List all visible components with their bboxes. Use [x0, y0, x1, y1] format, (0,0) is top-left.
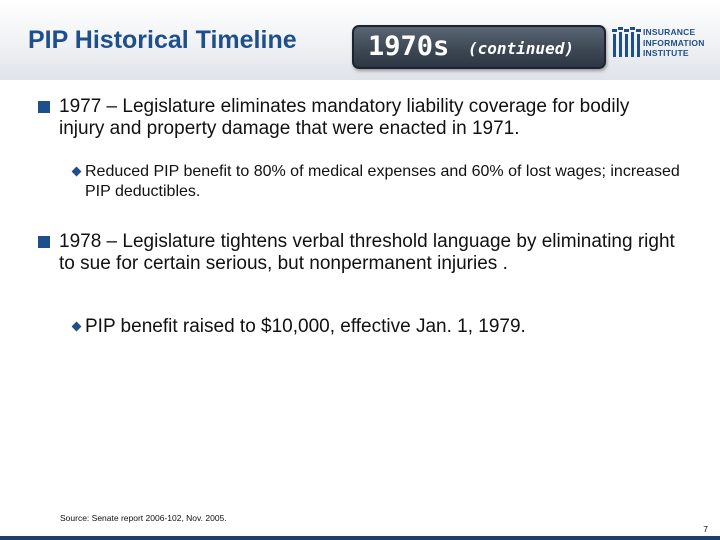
square-bullet-icon — [38, 101, 50, 113]
sub-bullet-text: PIP benefit raised to $10,000, effective Jan. 1, 1979. — [85, 316, 526, 337]
sub-bullet-text: Reduced PIP benefit to 80% of medical expenses and 60% of lost wages; increased PIP deductibles. — [85, 163, 680, 200]
badge-decade: 1970s — [368, 31, 450, 62]
bullet-1977 — [38, 96, 678, 140]
diamond-bullet-icon — [72, 322, 82, 332]
page-number: 7 — [703, 524, 708, 534]
bullet-1978 — [38, 231, 678, 275]
bullet-text: 1977 – Legislature eliminates mandatory liability coverage for bodily injury and property damage that were enacted in 1971. — [59, 96, 630, 139]
sub-bullet-1977 — [72, 162, 682, 202]
slide-title: PIP Historical Timeline — [28, 26, 297, 54]
badge-note: (continued) — [468, 39, 574, 58]
logo-line: INSURANCE — [643, 27, 696, 37]
source-note: Source: Senate report 2006-102, Nov. 2005. — [60, 513, 227, 523]
logo-line: INFORMATION — [643, 37, 705, 48]
bullet-text: 1978 – Legislature tightens verbal threshold language by eliminating right to sue for certain serious, but nonpermanent injuries . — [59, 231, 675, 274]
diamond-bullet-icon — [72, 167, 82, 177]
logo-line: INSTITUTE — [643, 48, 689, 58]
square-bullet-icon — [38, 236, 50, 248]
sub-bullet-1978 — [72, 316, 682, 338]
footer-bar — [0, 536, 720, 540]
